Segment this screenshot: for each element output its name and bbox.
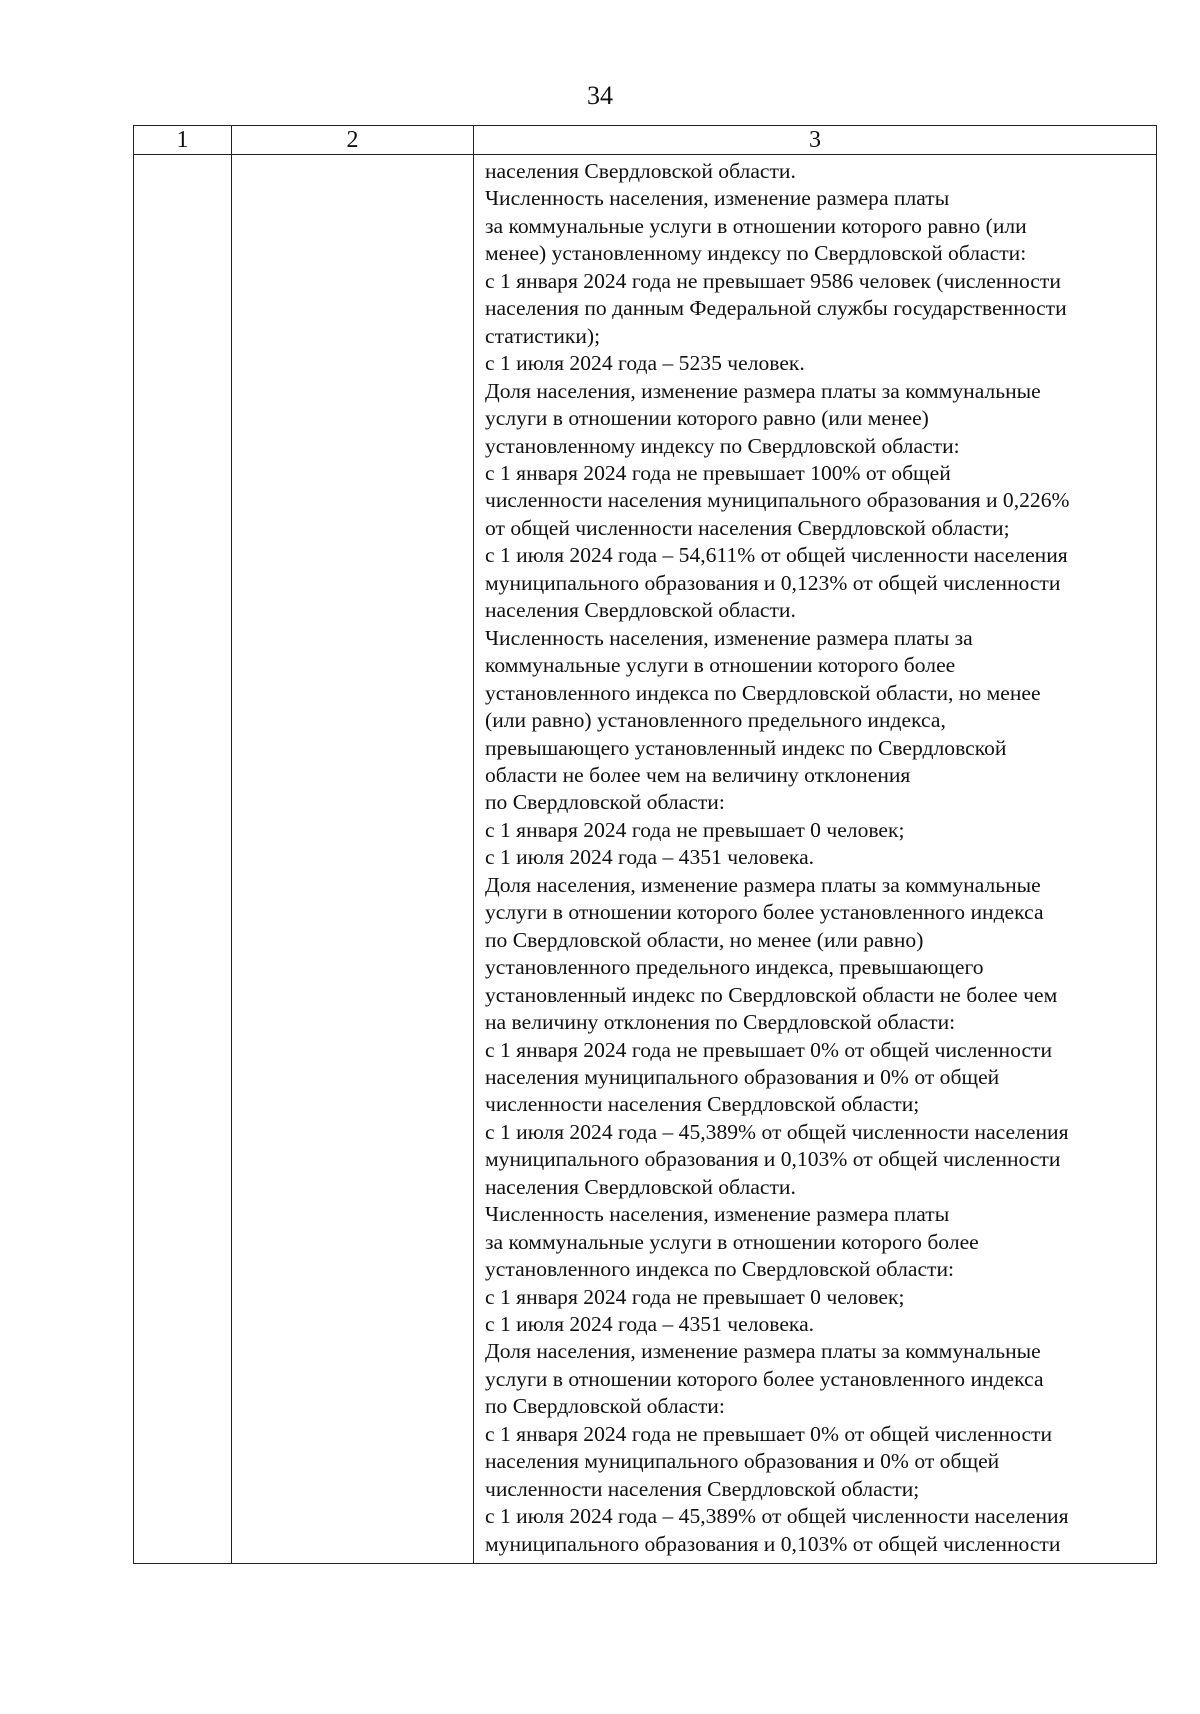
text-line: Доля населения, изменение размера платы за коммунальные bbox=[485, 872, 1041, 897]
table-cell-column-3 bbox=[474, 155, 1157, 1564]
text-line: с 1 июля 2024 года – 45,389% от общей численности населения bbox=[485, 1119, 1069, 1144]
text-line: населения по данным Федеральной службы государственности bbox=[485, 296, 1067, 321]
text-line: Доля населения, изменение размера платы за коммунальные bbox=[485, 1339, 1041, 1364]
text-line: Численность населения, изменение размера платы bbox=[485, 1202, 950, 1227]
text-line: с 1 июля 2024 года – 45,389% от общей численности населения bbox=[485, 1504, 1069, 1529]
text-line: менее) установленному индексу по Свердловской области: bbox=[485, 241, 1027, 266]
text-line: по Свердловской области: bbox=[485, 790, 725, 815]
text-line: установленного предельного индекса, превышающего bbox=[485, 955, 984, 980]
text-line: численности населения Свердловской области; bbox=[485, 1476, 920, 1501]
text-line: по Свердловской области: bbox=[485, 1394, 725, 1419]
text-line: по Свердловской области, но менее (или равно) bbox=[485, 927, 924, 952]
text-line: от общей численности населения Свердловской области; bbox=[485, 515, 1010, 540]
text-line: муниципального образования и 0,103% от общей численности bbox=[485, 1147, 1061, 1172]
text-line: Численность населения, изменение размера платы bbox=[485, 186, 950, 211]
text-line: на величину отклонения по Свердловской области: bbox=[485, 1010, 956, 1035]
text-line: населения муниципального образования и 0% от общей bbox=[485, 1064, 1000, 1089]
text-line: с 1 января 2024 года не превышает 0% от общей численности bbox=[485, 1037, 1053, 1062]
table-cell-column-2 bbox=[232, 155, 474, 1564]
text-line: за коммунальные услуги в отношении которого более bbox=[485, 1229, 979, 1254]
text-line: с 1 июля 2024 года – 5235 человек. bbox=[485, 351, 805, 376]
text-line: установленный индекс по Свердловской области не более чем bbox=[485, 982, 1058, 1007]
text-line: превышающего установленный индекс по Свердловской bbox=[485, 735, 1007, 760]
text-line: с 1 января 2024 года не превышает 9586 человек (численности bbox=[485, 268, 1061, 293]
table-row bbox=[134, 155, 1157, 1564]
text-line: статистики); bbox=[485, 323, 601, 348]
text-line: установленному индексу по Свердловской области: bbox=[485, 433, 960, 458]
text-line: с 1 января 2024 года не превышает 0 человек; bbox=[485, 1284, 905, 1309]
text-line: услуги в отношении которого равно (или менее) bbox=[485, 406, 929, 431]
text-line: услуги в отношении которого более установленного индекса bbox=[485, 1366, 1044, 1391]
table-cell-column-1 bbox=[134, 155, 232, 1564]
text-line: численности населения муниципального образования и 0,226% bbox=[485, 488, 1070, 513]
text-line: за коммунальные услуги в отношении которого равно (или bbox=[485, 213, 1027, 238]
text-line: коммунальные услуги в отношении которого более bbox=[485, 653, 956, 678]
text-line: области не более чем на величину отклонения bbox=[485, 762, 911, 787]
text-line: (или равно) установленного предельного индекса, bbox=[485, 708, 946, 733]
text-line: муниципального образования и 0,123% от общей численности bbox=[485, 570, 1061, 595]
text-line: населения Свердловской области. bbox=[485, 598, 796, 623]
text-line: услуги в отношении которого более установленного индекса bbox=[485, 900, 1044, 925]
text-line: с 1 января 2024 года не превышает 100% от общей bbox=[485, 460, 951, 485]
column-header-2: 2 bbox=[232, 126, 474, 155]
text-line: численности населения Свердловской области; bbox=[485, 1092, 920, 1117]
document-table bbox=[133, 125, 1157, 1564]
text-line: населения муниципального образования и 0% от общей bbox=[485, 1449, 1000, 1474]
column-header-1: 1 bbox=[134, 126, 232, 155]
text-line: установленного индекса по Свердловской области, но менее bbox=[485, 680, 1041, 705]
page-number: 34 bbox=[587, 81, 613, 110]
text-line: с 1 июля 2024 года – 4351 человека. bbox=[485, 845, 815, 870]
text-line: с 1 июля 2024 года – 4351 человека. bbox=[485, 1312, 815, 1337]
text-line: с 1 июля 2024 года – 54,611% от общей численности населения bbox=[485, 543, 1068, 568]
column-3-text-block bbox=[485, 158, 1150, 1558]
text-line: населения Свердловской области. bbox=[485, 159, 796, 183]
text-line: населения Свердловской области. bbox=[485, 1174, 796, 1199]
text-line: с 1 января 2024 года не превышает 0 человек; bbox=[485, 817, 905, 842]
text-line: с 1 января 2024 года не превышает 0% от общей численности bbox=[485, 1421, 1053, 1446]
text-line: муниципального образования и 0,103% от общей численности bbox=[485, 1531, 1061, 1556]
text-line: Численность населения, изменение размера платы за bbox=[485, 625, 973, 650]
text-line: установленного индекса по Свердловской области: bbox=[485, 1257, 955, 1282]
table-header-row bbox=[134, 126, 1157, 155]
column-header-3: 3 bbox=[474, 126, 1157, 155]
text-line: Доля населения, изменение размера платы за коммунальные bbox=[485, 378, 1041, 403]
